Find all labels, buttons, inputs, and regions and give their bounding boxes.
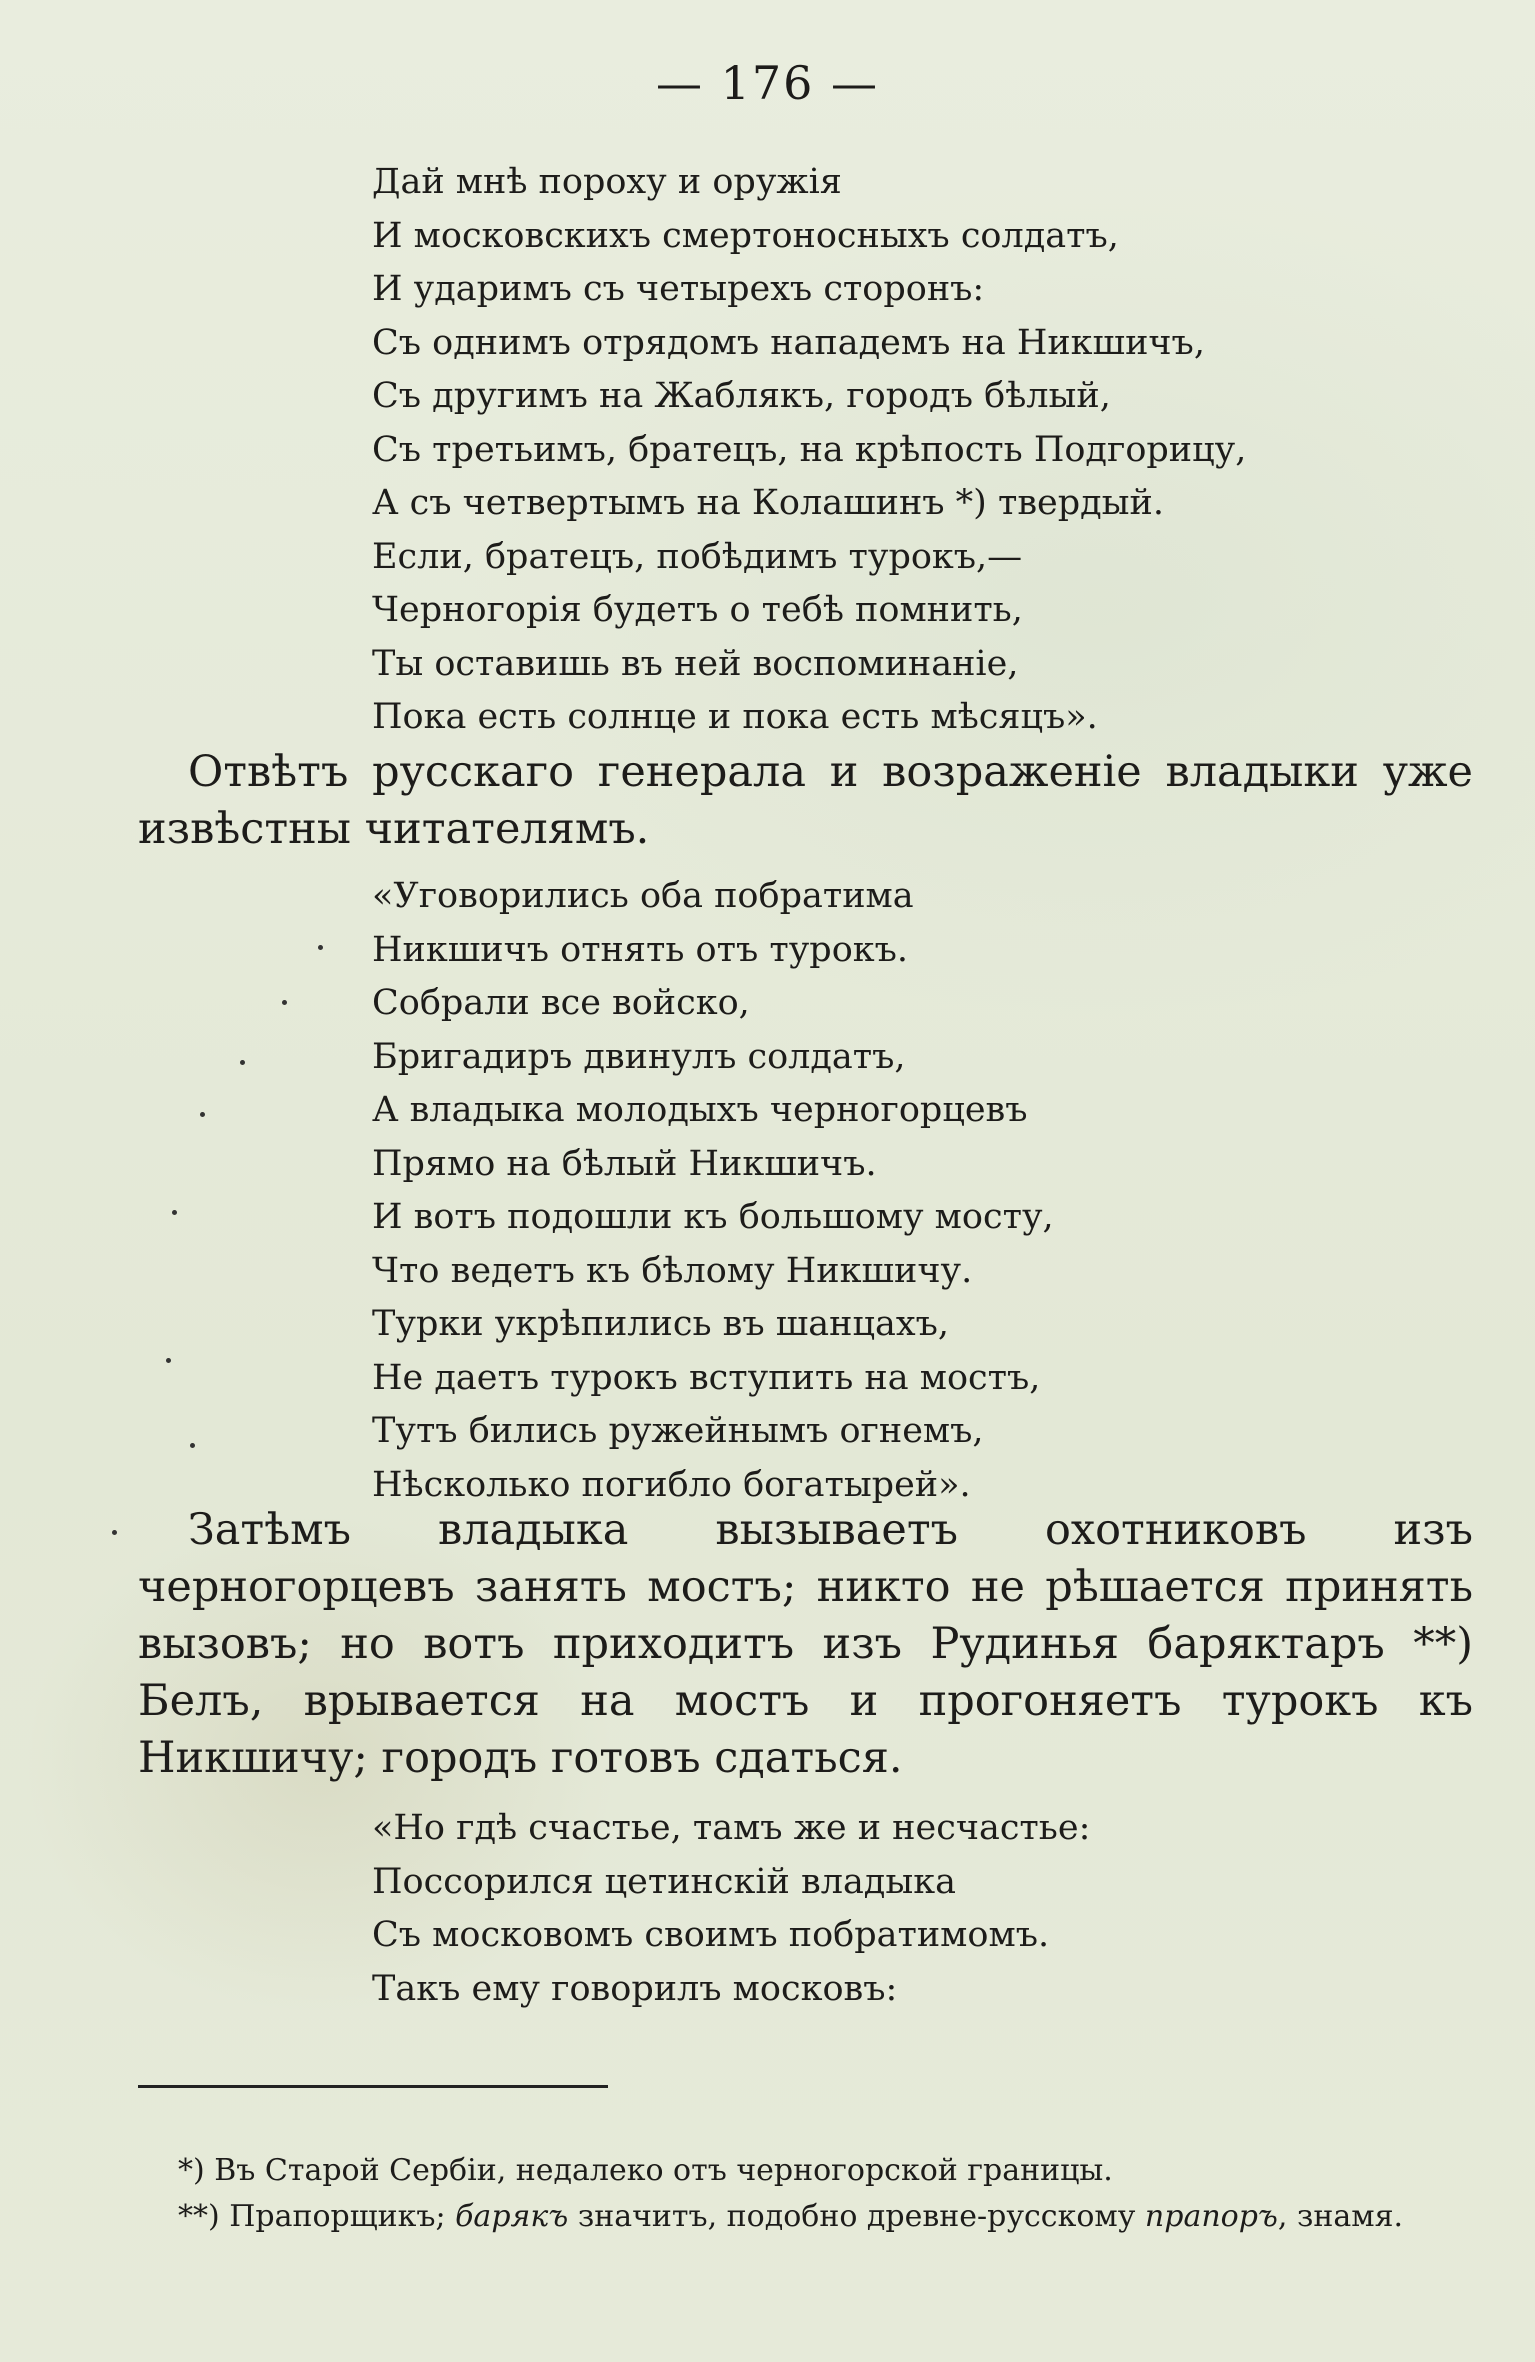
- verse-line: Черногорія будетъ о тебѣ помнить,: [372, 590, 1023, 630]
- verse-line: Съ однимъ отрядомъ нападемъ на Никшичъ,: [372, 322, 1205, 363]
- verse-line: Если, братецъ, побѣдимъ турокъ,—: [372, 536, 1023, 577]
- verse-line: «Уговорились оба побратима: [372, 876, 914, 916]
- print-speck: [172, 1210, 177, 1215]
- print-speck: [240, 1060, 245, 1065]
- prose-paragraph-1: [138, 744, 1473, 858]
- verse-line: Не даетъ турокъ вступить на мостъ,: [372, 1357, 1041, 1398]
- print-speck: [282, 1000, 287, 1005]
- print-speck: [318, 945, 323, 950]
- verse-line: А съ четвертымъ на Колашинъ *) твердый.: [372, 483, 1164, 523]
- verse-line: Собрали все войско,: [372, 983, 750, 1023]
- verse-line: Нѣсколько погибло богатырей».: [372, 1464, 971, 1505]
- verse-line: Никшичъ отнять отъ турокъ.: [372, 929, 909, 970]
- paragraph-text: Отвѣтъ русскаго генерала и возраженіе владыки уже извѣстны читателямъ.: [138, 747, 1473, 854]
- verse-line: Такъ ему говорилъ московъ:: [372, 1968, 898, 2009]
- page-number: — 176 —: [655, 56, 880, 110]
- footnote-divider: [138, 2085, 608, 2088]
- verse-line: Съ московомъ своимъ побратимомъ.: [372, 1915, 1050, 1955]
- print-speck: [166, 1358, 171, 1363]
- verse-line: Бригадиръ двинулъ солдатъ,: [372, 1036, 906, 1077]
- footnote-2-term: барякъ: [455, 2199, 569, 2234]
- verse-line: А владыка молодыхъ черногорцевъ: [372, 1090, 1028, 1130]
- verse-line: «Но гдѣ счастье, тамъ же и несчастье:: [372, 1808, 1091, 1848]
- verse-block-1: [372, 156, 1472, 745]
- verse-line: Съ другимъ на Жаблякъ, городъ бѣлый,: [372, 376, 1111, 416]
- footnote-2-text-mid: значитъ, подобно древне-русскому: [568, 2199, 1145, 2234]
- footnote-1: *) Въ Старой Сербіи, недалеко отъ черногорской границы.: [178, 2153, 1113, 2188]
- verse-block-3: [372, 1802, 1472, 2016]
- verse-line: Что ведетъ къ бѣлому Никшичу.: [372, 1250, 973, 1291]
- verse-line: Турки укрѣпились въ шанцахъ,: [372, 1304, 949, 1344]
- verse-line: Прямо на бѣлый Никшичъ.: [372, 1143, 877, 1184]
- footnote-2-text-end: , знамя.: [1277, 2199, 1404, 2234]
- verse-line: Тутъ бились ружейнымъ огнемъ,: [372, 1411, 984, 1451]
- footnotes: [138, 2148, 1473, 2240]
- verse-line: Съ третьимъ, братецъ, на крѣпость Подгорицу,: [372, 429, 1247, 470]
- verse-line: Поссорился цетинскій владыка: [372, 1861, 956, 1902]
- footnote-2-term-2: прапоръ: [1144, 2199, 1278, 2234]
- verse-block-2: [372, 870, 1472, 1512]
- verse-line: И московскихъ смертоносныхъ солдатъ,: [372, 215, 1119, 256]
- print-speck: [112, 1530, 117, 1535]
- paragraph-text: Затѣмъ владыка вызываетъ охотниковъ изъ черногорцевъ занять мостъ; никто не рѣшается принять вызовъ; но вотъ приходитъ изъ Рудинья баряктаръ **) Белъ, врывается на мостъ и прогоняетъ турокъ къ Никшичу; городъ готовъ сдаться.: [138, 1505, 1473, 1783]
- verse-line: И вотъ подошли къ большому мосту,: [372, 1197, 1054, 1237]
- verse-line: Дай мнѣ пороху и оружія: [372, 162, 842, 202]
- verse-line: Пока есть солнце и пока есть мѣсяцъ».: [372, 697, 1098, 737]
- footnote-2-text: **) Прапорщикъ;: [178, 2199, 456, 2234]
- verse-line: Ты оставишь въ ней воспоминаніе,: [372, 643, 1019, 684]
- print-speck: [190, 1443, 195, 1448]
- verse-line: И ударимъ съ четырехъ сторонъ:: [372, 269, 985, 309]
- prose-paragraph-2: [138, 1502, 1473, 1787]
- footnote-2: [138, 2194, 1473, 2240]
- print-speck: [200, 1112, 205, 1117]
